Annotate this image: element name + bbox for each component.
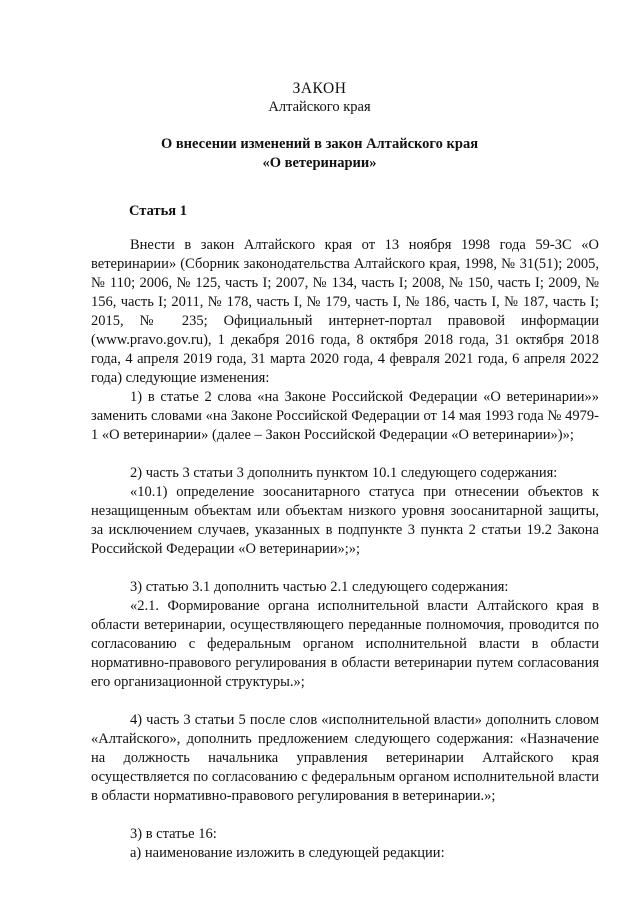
paragraph-item-3: 3) статью 3.1 дополнить частью 2.1 следующего содержания: [130,579,509,595]
subtitle-line-2: «О ветеринарии» [262,155,377,171]
paragraph-item-3-text: «2.1. Формирование органа исполнительной власти Алтайского края в области ветеринарии, осуществляющего переданные полномочия, проводится по согласованию с федеральным органом исполнительной власти в области нормативно-правового регулирования в области ветеринарии путем согласования его организационной структуры.»; [91,598,599,690]
subtitle-line-1: О внесении изменений в закон Алтайского края [160,136,479,152]
paragraph-item-5-a: а) наименование изложить в следующей редакции: [130,845,445,861]
paragraph-item-5: 3) в статье 16: [130,826,217,842]
law-region-heading: Алтайского края [268,99,371,115]
paragraph-intro: Внести в закон Алтайского края от 13 ноября 1998 года 59-ЗС «О ветеринарии» (Сборник законодательства Алтайского края, 1998, № 31(51); 2005, № 110; 2006, № 125, часть I; 2007, № 134, часть I; 2008, № 150, часть I; 2009, № 156, часть I; 2011, № 178, часть I, № 179, часть I, № 186, часть I, № 187, часть I; 2015, № 235; Официальный интернет-портал правовой информации (www.pravo.gov.ru), 1 декабря 2016 года, 8 октября 2018 года, 31 октября 2018 года, 4 апреля 2019 года, 31 марта 2020 года, 4 февраля 2021 года, 6 апреля 2022 года) следующие изменения: [91,237,599,386]
article-heading: Статья 1 [129,203,187,219]
paragraph-item-2: 2) часть 3 статьи 3 дополнить пунктом 10.1 следующего содержания: [130,465,558,481]
paragraph-item-1: 1) в статье 2 слова «на Законе Российской Федерации «О ветеринарии»» заменить словами «на Законе Российской Федерации от 14 мая 1993 года № 4979-1 «О ветеринарии» (далее – Закон Российской Федерации «О ветеринарии»)»; [91,389,599,443]
law-subtitle [0,135,639,173]
paragraph-item-2-text: «10.1) определение зоосанитарного статуса при отнесении объектов к незащищенным объектам или объектам низкого уровня зоосанитарной защиты, за исключением случаев, указанных в подпункте 3 пункта 2 статьи 19.2 Закона Российской Федерации «О ветеринарии»;»; [91,484,599,557]
law-type-heading: ЗАКОН [292,80,347,97]
document-body [91,236,599,863]
paragraph-item-4: 4) часть 3 статьи 5 после слов «исполнительной власти» дополнить словом «Алтайского», дополнить предложением следующего содержания: «Назначение на должность начальника управления ветеринарии Алтайского края осуществляется по согласованию с федеральным органом исполнительной власти в области нормативно-правового регулирования в ветеринарии.»; [91,712,599,804]
